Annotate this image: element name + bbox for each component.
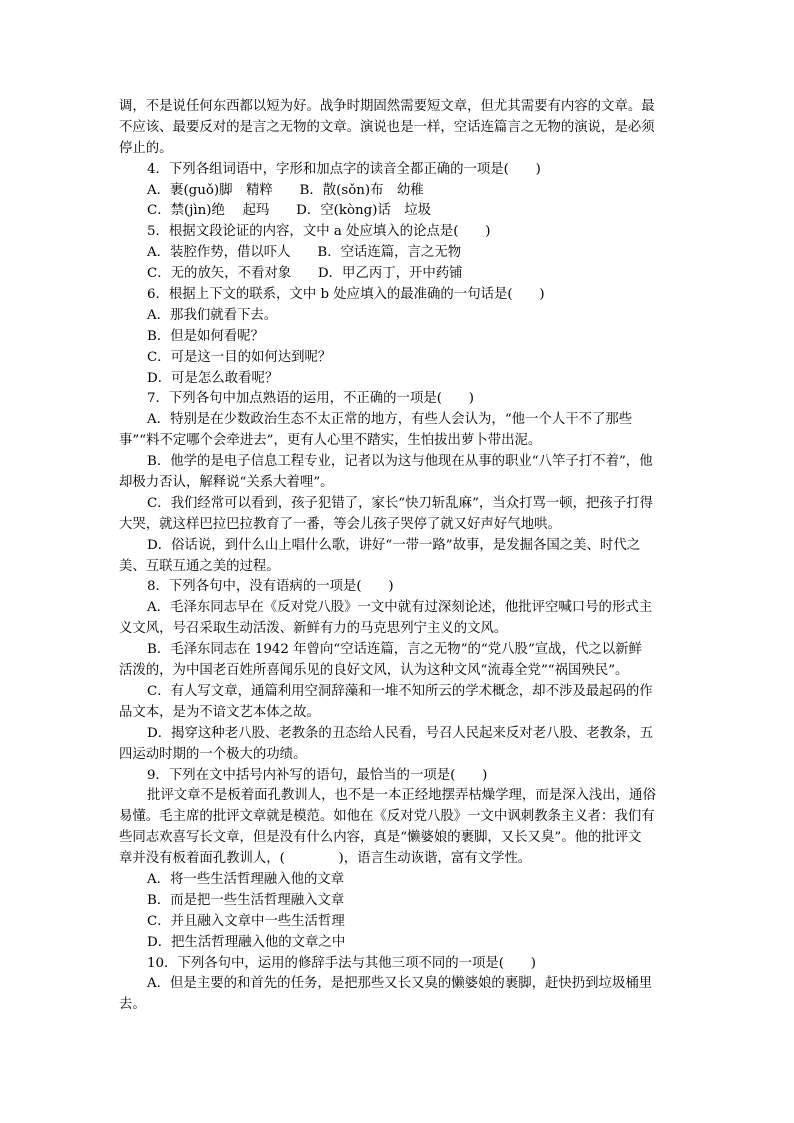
text-line: B．而是把一些生活哲理融入文章 [147, 892, 345, 908]
text-line: A．毛泽东同志早在《反对党八股》一文中就有过深刻论述，他批评空喊口号的形式主 [147, 600, 653, 616]
text-line: 事”“料不定哪个会牵进去”，更有人心里不踏实，生怕拔出萝卜带出泥。 [119, 433, 542, 449]
text-line: 章并没有板着面孔教训人，( )，语言生动诙谐，富有文学性。 [119, 851, 532, 867]
text-line: D．可是怎么敢看呢？ [147, 370, 279, 386]
text-line: 10．下列各句中，运用的修辞手法与其他三项不同的一项是( ) [147, 955, 537, 971]
document-page [119, 97, 677, 1016]
text-line: 品文本，是为不谙文艺本体之故。 [119, 704, 320, 720]
text-line: A．将一些生活哲理融入他的文章 [147, 871, 345, 887]
text-line: B．但是如何看呢？ [147, 328, 264, 344]
text-line: B．毛泽东同志在 1942 年曾向“空话连篇，言之无物”的“党八股”宣战，代之以新鲜 [147, 642, 642, 658]
text-line: D．把生活哲理融入他的文章之中 [147, 934, 346, 950]
text-line: 8．下列各句中，没有语病的一项是( ) [147, 579, 394, 595]
text-line: 四运动时期的一个极大的功绩。 [119, 746, 307, 762]
text-line: 停止的。 [119, 140, 173, 156]
text-line: A．但是主要的和首先的任务，是把那些又长又臭的懒婆娘的裹脚，赶快扔到垃圾桶里 [147, 976, 653, 992]
text-line: C．可是这一目的如何达到呢？ [147, 349, 332, 365]
text-line: 大哭，就这样巴拉巴拉教育了一番，等会儿孩子哭停了就又好声好气地哄。 [119, 516, 561, 532]
text-line: 7．下列各句中加点熟语的运用，不正确的一项是( ) [147, 391, 474, 407]
text-line: C．并且融入文章中一些生活哲理 [147, 913, 345, 929]
text-line: 不应该、最要反对的是言之无物的文章。演说也是一样，空话连篇言之无物的演说，是必须 [119, 119, 655, 135]
text-line: C．无的放矢，不看对象 D．甲乙丙丁，开中药铺 [147, 266, 463, 282]
text-line: A．那我们就看下去。 [147, 307, 278, 323]
text-line: 5．根据文段论证的内容，文中 a 处应填入的论点是( ) [147, 224, 491, 240]
text-line: C．我们经常可以看到，孩子犯错了，家长“快刀斩乱麻”，当众打骂一顿，把孩子打得 [147, 495, 653, 511]
text-line: C．有人写文章，通篇利用空洞辞藻和一堆不知所云的学术概念，却不涉及最起码的作 [147, 683, 653, 699]
text-line: 易懂。毛主席的批评文章就是模范。如他在《反对党八股》一文中讽刺教条主义者：我们有 [119, 809, 655, 825]
text-line: 6．根据上下文的联系，文中 b 处应填入的最准确的一句话是( ) [147, 287, 545, 303]
text-line: 9．下列在文中括号内补写的语句，最恰当的一项是( ) [147, 767, 488, 783]
text-line: D．俗话说，到什么山上唱什么歌，讲好“一带一路”故事，是发掘各国之美、时代之 [147, 537, 641, 553]
text-line: A．装腔作势，借以吓人 B．空话连篇，言之无物 [147, 245, 462, 261]
text-line: A．裹(guǒ)脚 精粹 B．散(sǒn)布 幼稚 [147, 182, 424, 198]
text-line: C．禁(jìn)绝 起玛 D．空(kòng)话 垃圾 [147, 203, 432, 219]
text-line: 义文风，号召采取生动活泼、新鲜有力的马克思列宁主义的文风。 [119, 621, 508, 637]
text-line: A．特别是在少数政治生态不太正常的地方，有些人会认为，“他一个人干不了那些 [147, 412, 633, 428]
text-line: 些同志欢喜写长文章，但是没有什么内容，真是“懒婆娘的裹脚，又长又臭”。他的批评文 [119, 830, 642, 846]
text-line: 4．下列各组词语中，字形和加点字的读音全都正确的一项是( ) [147, 161, 541, 177]
text-line: D．揭穿这种老八股、老教条的丑态给人民看，号召人民起来反对老八股、老教条，五 [147, 725, 654, 741]
text-line: 却极力否认，解释说“关系大着哩”。 [119, 475, 334, 491]
text-line: 美、互联互通之美的过程。 [119, 558, 280, 574]
text-line: 批评文章不是板着面孔教训人，也不是一本正经地摆弄枯燥学理，而是深入浅出，通俗 [147, 788, 656, 804]
text-line: 去。 [119, 997, 146, 1013]
text-line: 活泼的，为中国老百姓所喜闻乐见的良好文风，认为这种文风“流毒全党”“祸国殃民”。 [119, 663, 629, 679]
text-line: B．他学的是电子信息工程专业，记者以为这与他现在从事的职业“八竿子打不着”，他 [147, 454, 653, 470]
text-line: 调，不是说任何东西都以短为好。战争时期固然需要短文章，但尤其需要有内容的文章。最 [119, 99, 655, 114]
